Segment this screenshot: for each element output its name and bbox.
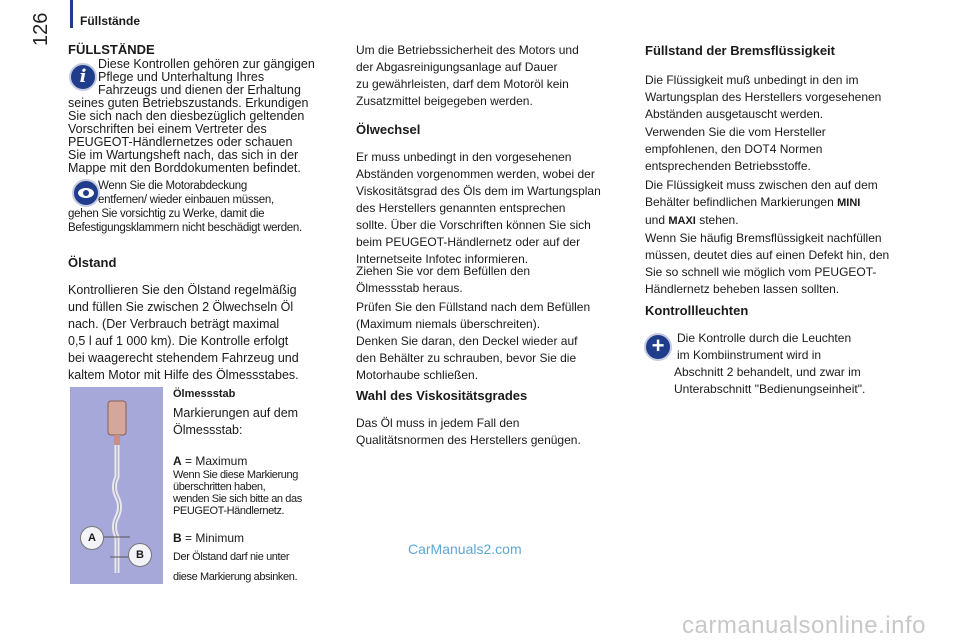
text-line: Abständen ausgetauscht werden.: [645, 107, 824, 121]
text-line: Vorschriften bei einem Vertreter des: [68, 122, 267, 136]
page-number: 126: [30, 12, 52, 46]
marker-b-label: B = Minimum: [173, 531, 245, 545]
oelwechsel-p4: [356, 333, 636, 384]
text-line: 0,5 l auf 1 000 km). Die Kontrolle erfolgt: [68, 334, 289, 348]
text-line: Mappe mit den Borddokumenten befindet.: [68, 161, 301, 175]
viskositaet-heading: Wahl des Viskositätsgrades: [356, 388, 528, 403]
text-line: entsprechenden Betriebsstoffe.: [645, 159, 811, 173]
text-line: Ölmessstab:: [173, 423, 243, 437]
text-line: überschritten haben,: [173, 481, 266, 493]
intro-paragraph: [68, 58, 368, 175]
text-line: Wenn Sie häufig Bremsflüssigkeit nachfüllen: [645, 231, 882, 245]
brake-p3: Die Flüssigkeit muss zwischen den auf dem Behälter befindlichen Markierungen MINI und MAXI stehen.: [645, 178, 878, 227]
text-line: Sie im Wartungsheft nach, das sich in der: [68, 148, 299, 162]
oelwechsel-paragraph: [356, 149, 641, 268]
text-line: Sie so schnell wie möglich vom PEUGEOT-: [645, 265, 877, 279]
marker-a-label: A = Maximum: [173, 454, 248, 468]
marker-b-note: [173, 547, 363, 587]
oelstand-heading: Ölstand: [68, 255, 117, 270]
info-icon: i: [69, 63, 97, 91]
text-line: Wartungsplan des Herstellers vorgesehenen: [645, 90, 882, 104]
text-line: zu gewährleisten, darf dem Motoröl kein: [356, 77, 569, 91]
text-line: kaltem Motor mit Hilfe des Ölmessstabes.: [68, 368, 299, 382]
text-line: beim PEUGEOT-Händlernetz oder auf der: [356, 235, 581, 249]
brake-p2: [645, 124, 935, 175]
text-line: PEUGEOT-Händlernetzes oder schauen: [68, 135, 293, 149]
warning-note: [68, 179, 368, 235]
brake-p1: [645, 72, 935, 123]
marker-a-note: [173, 469, 363, 517]
text-line: Ziehen Sie vor dem Befüllen den: [356, 264, 531, 278]
text-line: der Abgasreinigungsanlage auf Dauer: [356, 60, 558, 74]
text-line: Prüfen Sie den Füllstand nach dem Befüllen: [356, 300, 591, 314]
text-line: Befestigungsklammern nicht beschädigt werden.: [68, 222, 302, 234]
text-line: Qualitätsnormen des Herstellers genügen.: [356, 433, 581, 447]
text-line: Händlernetz beheben lassen sollten.: [645, 282, 840, 296]
text-line: sollte. Über die Vorschriften können Sie sich: [356, 218, 591, 232]
watermark-carmanualsonline: carmanualsonline.info: [682, 612, 926, 639]
header-accent-bar: [70, 0, 73, 28]
text-line: den Behälter zu schrauben, bevor Sie die: [356, 351, 577, 365]
text-line: des Herstellers genannten entsprechen: [356, 201, 566, 215]
brake-p4: [645, 230, 945, 298]
section-header: Füllstände: [80, 14, 141, 28]
text-line: Fahrzeugs und dienen der Erhaltung: [98, 83, 301, 97]
text-line: Denken Sie daran, den Deckel wieder auf: [356, 334, 578, 348]
text-line: Ölmessstab heraus.: [356, 281, 463, 295]
text-line: (Maximum niemals überschreiten).: [356, 317, 541, 331]
text-line: Zusatzmittel beigegeben werden.: [356, 94, 533, 108]
text-line: Abständen vorgenommen werden, wobei der: [356, 167, 595, 181]
text-line: empfohlenen, den DOT4 Normen: [645, 142, 823, 156]
text-line: Viskositätsgrad des Öls dem im Wartungsplan: [356, 184, 601, 198]
text-line: Wenn Sie die Motorabdeckung: [98, 180, 247, 192]
kontrollleuchten-heading: Kontrollleuchten: [645, 303, 749, 318]
text-line: Kontrollieren Sie den Ölstand regelmäßig: [68, 283, 297, 297]
text-line: Diese Kontrollen gehören zur gängigen: [98, 57, 315, 71]
text-line: Verwenden Sie die vom Hersteller: [645, 125, 826, 139]
plus-icon: +: [644, 333, 672, 361]
viskositaet-paragraph: [356, 415, 636, 449]
text-line: müssen, deutet dies auf einen Defekt hin, den: [645, 248, 890, 262]
text-line: Sie sich nach den diesbezüglich geltenden: [68, 109, 305, 123]
oelwechsel-heading: Ölwechsel: [356, 122, 421, 137]
text-line: PEUGEOT-Händlernetz.: [173, 505, 285, 517]
watermark-carmanuals2: CarManuals2.com: [408, 541, 522, 557]
oelstand-paragraph: [68, 282, 368, 384]
oelwechsel-p3: [356, 299, 636, 333]
text-line: Wenn Sie diese Markierung: [173, 469, 298, 481]
text-line: Er muss unbedingt in den vorgesehenen: [356, 150, 572, 164]
oelwechsel-p2: [356, 263, 636, 297]
text-line: Die Flüssigkeit muß unbedingt in den im: [645, 73, 859, 87]
text-line: Pflege und Unterhaltung Ihres: [98, 70, 265, 84]
text-line: gehen Sie vorsichtig zu Werke, damit die: [68, 208, 265, 220]
text-line: diese Markierung absinken.: [173, 571, 298, 583]
text-line: seines guten Betriebszustands. Erkundigen: [68, 96, 309, 110]
text-line: entfernen/ wieder einbauen müssen,: [98, 194, 274, 206]
dipstick-title: Ölmessstab: [173, 388, 236, 400]
marker-a: A: [80, 526, 104, 550]
text-line: wenden Sie sich bitte an das: [173, 493, 302, 505]
text-line: Das Öl muss in jedem Fall den: [356, 416, 520, 430]
dipstick-intro: [173, 405, 353, 439]
text-line: Um die Betriebssicherheit des Motors und: [356, 43, 579, 57]
text-line: Motorhaube schließen.: [356, 368, 479, 382]
text-line: bei waagerecht stehendem Fahrzeug und: [68, 351, 299, 365]
text-line: Internetseite Infotec informieren.: [356, 252, 529, 266]
text-line: nach. (Der Verbrauch beträgt maximal: [68, 317, 280, 331]
kontrollleuchten-paragraph: Die Kontrolle durch die Leuchten im Kombiinstrument wird in Abschnitt 2 behandelt, und zwar im Unterabschnitt "Bedienungseinheit".: [674, 331, 866, 396]
text-line: und füllen Sie zwischen 2 Ölwechseln Öl: [68, 300, 294, 314]
brake-fluid-heading: Füllstand der Bremsflüssigkeit: [645, 43, 835, 58]
marker-b: B: [128, 543, 152, 567]
text-line: Der Ölstand darf nie unter: [173, 551, 290, 563]
text-line: Markierungen auf dem: [173, 406, 299, 420]
col2-intro: [356, 42, 636, 110]
main-title: FÜLLSTÄNDE: [68, 42, 155, 57]
